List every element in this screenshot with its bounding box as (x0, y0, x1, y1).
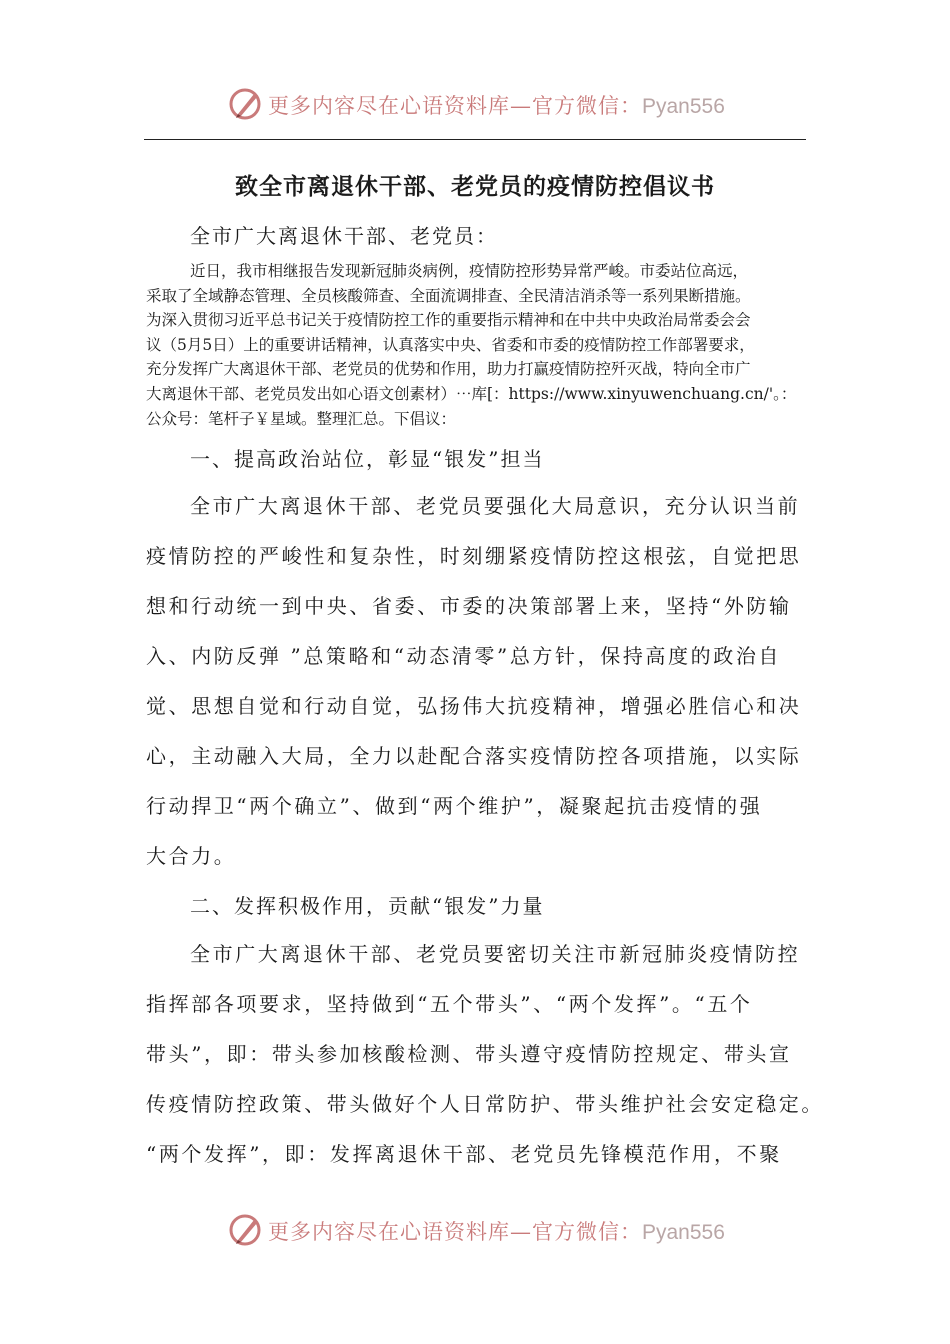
intro-line: 充分发挥广大离退休干部、老党员的优势和作用，助力打赢疫情防控歼灭战，特向全市广 (146, 360, 751, 379)
body-line: “两个发挥”，即：发挥离退休干部、老党员先锋模范作用，不聚 (146, 1142, 782, 1166)
section-1-paragraph (146, 481, 816, 881)
body-line: 全市广大离退休干部、老党员要强化大局意识，充分认识当前 (190, 494, 801, 518)
pen-logo-icon (228, 1212, 264, 1248)
body-line: 传疫情防控政策、带头做好个人日常防护、带头维护社会安定稳定。 (146, 1092, 824, 1116)
header-banner (0, 82, 950, 126)
intro-line: 公众号：笔杆子￥星域。整理汇总。下倡议： (146, 409, 457, 428)
section-heading-2: 二、发挥积极作用，贡献“银发”力量 (190, 894, 545, 918)
body-line: 疫情防控的严峻性和复杂性，时刻绷紧疫情防控这根弦，自觉把思 (146, 544, 802, 568)
section-2-paragraph (146, 929, 824, 1179)
body-line: 想和行动统一到中央、省委、市委的决策部署上来，坚持“外防输 (146, 594, 792, 618)
body-line: 行动捍卫“两个确立”、做到“两个维护”，凝聚起抗击疫情的强 (146, 794, 763, 818)
intro-line: 大离退休干部、老党员发出如心语文创素材）⋯库[：https://www.xinyuwenchuang.cn/'。： (146, 384, 797, 403)
body-line: 入、内防反弹 ”总策略和“动态清零”总方针，保持高度的政治自 (146, 644, 782, 668)
salutation: 全市广大离退休干部、老党员： (190, 224, 498, 248)
banner-text: 更多内容尽在心语资料库—官方微信：Pyan556 (268, 94, 725, 118)
document-title: 致全市离退休干部、老党员的疫情防控倡议书 (235, 174, 715, 200)
banner-wechat-id: Pyan556 (642, 1221, 725, 1244)
body-line: 心，主动融入大局，全力以赴配合落实疫情防控各项措施，以实际 (146, 744, 802, 768)
pen-logo-icon (228, 86, 264, 122)
body-line: 觉、思想自觉和行动自觉，弘扬伟大抗疫精神，增强必胜信心和决 (146, 694, 802, 718)
banner-text: 更多内容尽在心语资料库—官方微信：Pyan556 (268, 1220, 725, 1244)
intro-line: 采取了全域静态管理、全员核酸筛查、全面流调排查、全民清洁消杀等一系列果断措施。 (146, 286, 751, 305)
footer-banner (0, 1208, 950, 1252)
header-divider (144, 139, 806, 140)
body-line: 全市广大离退休干部、老党员要密切关注市新冠肺炎疫情防控 (190, 942, 801, 966)
intro-line: 为深入贯彻习近平总书记关于疫情防控工作的重要指示精神和在中共中央政治局常委会会 (146, 311, 751, 330)
body-line: 带头”，即：带头参加核酸检测、带头遵守疫情防控规定、带头宣 (146, 1042, 792, 1066)
body-line: 指挥部各项要求，坚持做到“五个带头”、“两个发挥”。“五个 (146, 992, 753, 1016)
section-heading-1: 一、提高政治站位，彰显“银发”担当 (190, 447, 545, 471)
intro-line: 近日，我市相继报告发现新冠肺炎病例，疫情防控形势异常严峻。市委站位高远， (190, 262, 749, 280)
intro-line: 议（5月5日）上的重要讲话精神，认真落实中央、省委和市委的疫情防控工作部署要求， (146, 335, 755, 354)
body-line: 大合力。 (146, 844, 237, 868)
banner-wechat-id: Pyan556 (642, 95, 725, 118)
intro-paragraph (146, 259, 826, 431)
